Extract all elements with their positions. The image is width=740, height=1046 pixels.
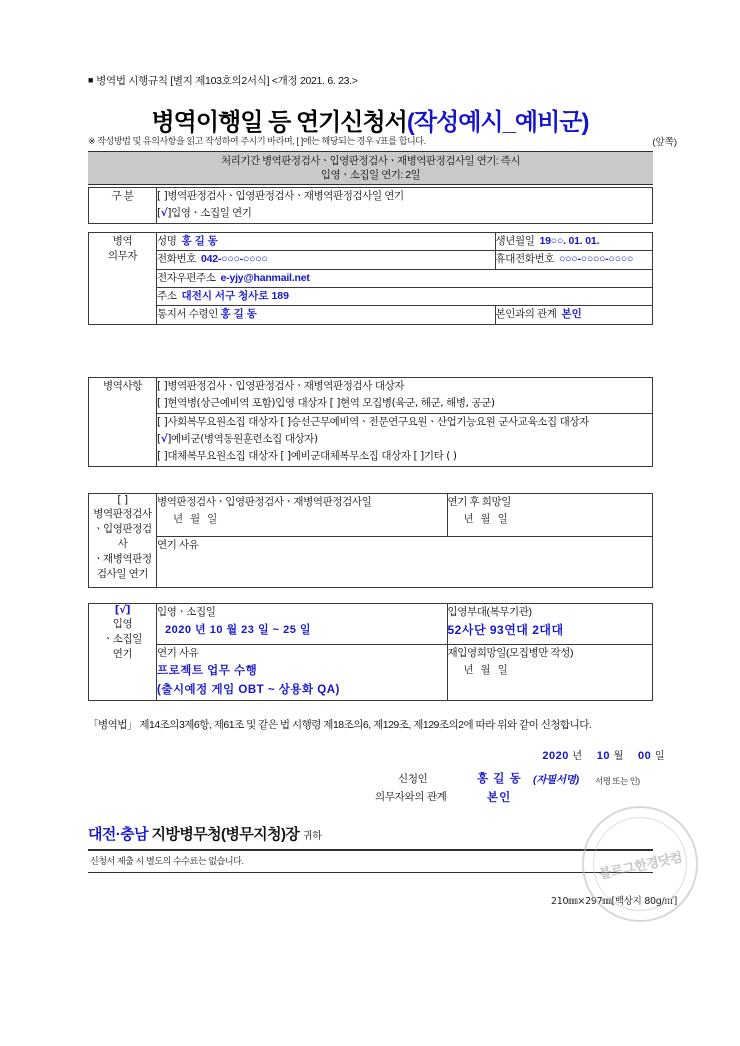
birthdate-field[interactable] (495, 233, 652, 251)
signature-year-unit: 년 (572, 751, 583, 762)
division-options (157, 188, 653, 224)
enlistment-reason-label: 연기 사유 (157, 647, 199, 659)
enlist-label-line2: ㆍ소집일 (103, 633, 142, 645)
obligor-relation-value: 본인 (487, 792, 512, 804)
enlistment-date-label: 입영ㆍ소집일 (157, 606, 216, 618)
phone-value: 042-○○○-○○○○ (201, 253, 268, 266)
watermark-stamp-icon (582, 806, 698, 922)
paper-specification: 210㎜×297㎜[백상지 80g/㎡] (550, 896, 677, 907)
re-enlistment-wish-units: 년 월 일 (463, 664, 510, 677)
fee-divider-top (88, 849, 653, 851)
receiver-value: 홍 길 동 (220, 308, 257, 321)
signature-date (542, 747, 665, 762)
exam-label-line2: ㆍ입영판정검사 (93, 523, 152, 550)
service-status-section (88, 377, 653, 467)
exam-label-line1: 병역판정검사 (93, 508, 152, 520)
fee-note: 신청서 제출 시 별도의 수수료는 없습니다. (90, 856, 244, 866)
status-option-alternative-service[interactable]: [ ]대체복무요원소집 대상자 [ ]예비군대체복무소집 대상자 [ ]기타 ( ) (157, 450, 457, 463)
check-mark-icon: √ (160, 432, 168, 445)
title-suffix: (작성예시_예비군) (406, 109, 589, 136)
status-group-2 (157, 413, 652, 465)
enlistment-fields (157, 604, 653, 701)
signature-year: 2020 (542, 750, 569, 762)
phone-field[interactable] (157, 251, 495, 269)
obligor-relation-label: 의무자와의 관계 (375, 791, 447, 803)
status-option-active-duty[interactable]: [ ]현역병(상근예비역 포함)입영 대상자 [ ]현역 모집병(육군, 해군, 해병, 공군) (157, 397, 495, 410)
processing-time-band (88, 151, 653, 185)
applicant-section (88, 232, 653, 325)
division-option-enlist[interactable] (157, 205, 652, 222)
division-label: 구 분 (89, 188, 157, 224)
phone-label: 전화번호 (157, 253, 196, 266)
enlistment-unit-value: 52사단 93연대 2대대 (447, 623, 564, 638)
signature-day: 00 (638, 750, 652, 762)
address-label: 주소 (157, 289, 177, 302)
division-option-exam-checkbox[interactable]: [ ] (157, 190, 168, 202)
exam-postponement-label (89, 494, 157, 588)
wish-date-units: 년 월 일 (463, 513, 510, 526)
exam-reason-label: 연기 사유 (157, 539, 199, 551)
signature-month-unit: 월 (613, 751, 624, 762)
status-group-1 (157, 378, 652, 413)
applicant-signature-label: 신청인 (398, 773, 428, 785)
enlistment-reason-line2: (출시예정 게임 OBT ~ 상용화 QA) (157, 684, 340, 697)
legal-line2: 같이 신청합니다. (519, 719, 592, 731)
exam-label-line3: ㆍ재병역판정 (93, 553, 152, 565)
mobile-field[interactable] (495, 251, 652, 269)
signature-day-unit: 일 (654, 751, 665, 762)
service-status-label: 병역사항 (89, 378, 157, 467)
division-section (88, 187, 653, 224)
exam-label-line4: 검사일 연기 (96, 568, 149, 580)
watermark-stamp-text: 블로그한경닷컴 (597, 848, 684, 882)
enlistment-reason-field[interactable] (157, 645, 447, 701)
office-honorific: 귀하 (302, 831, 322, 842)
signature-month: 10 (596, 750, 611, 762)
page-side-label: (앞쪽) (652, 137, 677, 148)
division-option-enlist-checkbox[interactable]: [√] (157, 207, 172, 220)
applicant-label (89, 233, 157, 325)
birthdate-label: 생년월일 (495, 235, 535, 247)
signature-or-seal-note: 서명 또는 인) (595, 776, 640, 786)
receiver-label: 통지서 수령인 (157, 308, 218, 321)
exam-date-label: 병역판정검사ㆍ입영판정검사ㆍ재병역판정검사일 (157, 496, 372, 508)
wish-date-field[interactable] (447, 494, 652, 537)
email-field[interactable] (157, 269, 652, 287)
exam-date-field[interactable] (157, 494, 447, 537)
name-label: 성명 (157, 235, 177, 247)
fill-instructions: ※ 작성방법 및 유의사항을 읽고 작성하여 주시기 바라며, [ ]에는 해당되는 경우 √표를 합니다. (88, 136, 426, 146)
re-enlistment-wish-label: 재입영희망일(모집병만 작성) (447, 647, 574, 659)
applicant-signature-name: 홍 길 동 (477, 773, 522, 785)
enlist-label-line1: 입영 (112, 618, 133, 630)
status-option-social-service[interactable]: [ ]사회복무요원소집 대상자 [ ]승선근무예비역ㆍ전문연구요원ㆍ산업기능요원 군사교육소집 대상자 (157, 415, 589, 428)
name-field[interactable] (157, 233, 495, 251)
enlistment-reason-line1: 프로젝트 업무 수행 (157, 665, 258, 678)
enlistment-unit-label: 입영부대(복무기관) (447, 606, 532, 618)
division-option-exam[interactable] (157, 188, 652, 205)
mobile-value: ○○○-○○○○-○○○○ (559, 253, 634, 266)
handwritten-signature-mark: (자필서명) (533, 774, 579, 786)
relation-value: 본인 (561, 308, 582, 321)
division-option-enlist-label: 입영ㆍ소집일 연기 (171, 207, 252, 220)
exam-reason-field[interactable] (157, 537, 652, 588)
email-label: 전자우편주소 (157, 271, 216, 284)
applicant-label-line1: 병역 (112, 235, 133, 247)
form-code: ■ 병역법 시행규칙 [별지 제103호의2서식] <개정 2021. 6. 23.> (88, 75, 358, 87)
re-enlistment-wish-field[interactable] (447, 645, 652, 701)
email-value: e-yjy@hanmail.net (220, 271, 310, 284)
title-main: 병역이행일 등 연기신청서 (151, 109, 407, 136)
enlistment-postponement-label (89, 604, 157, 701)
processing-time-line2: 입영ㆍ소집일 연기: 2일 (320, 169, 421, 181)
birthdate-value: 19○○. 01. 01. (539, 235, 600, 247)
status-option-exam[interactable]: [ ]병역판정검사ㆍ입영판정검사ㆍ재병역판정검사 대상자 (157, 380, 405, 392)
office-region: 대전·충남 (88, 826, 148, 843)
relation-field[interactable] (495, 306, 652, 324)
relation-label: 본인과의 관계 (495, 308, 557, 321)
service-status-options (157, 378, 653, 467)
enlistment-postponement-section (88, 603, 653, 701)
check-mark-icon: √ (160, 207, 168, 220)
office-name: 지방병무청(병무지청)장 (151, 826, 300, 843)
exam-postponement-section (88, 493, 653, 588)
legal-line1: 「병역법」 제14조의3제6항, 제61조 및 같은 법 시행령 제18조의6, 제129조, 제129조의2에 따라 위와 (88, 719, 517, 731)
enlistment-unit-field[interactable] (447, 604, 652, 645)
exam-fields (157, 494, 653, 588)
address-field[interactable] (157, 287, 652, 305)
status-option-reserve-forces[interactable]: [√]예비군(병역동원훈련소집 대상자) (157, 432, 318, 445)
enlistment-date-value: 2020 년 10 월 23 일 ~ 25 일 (165, 624, 312, 637)
wish-date-label: 연기 후 희망일 (447, 496, 511, 508)
enlistment-postponement-checkbox[interactable]: [√] (114, 604, 131, 616)
exam-date-units: 년 월 일 (173, 513, 220, 526)
addressee-office (88, 823, 322, 844)
applicant-label-line2: 의무자 (107, 250, 138, 262)
processing-time-line1: 처리기간 병역판정검사ㆍ입영판정검사ㆍ재병역판정검사일 연기: 즉시 (221, 154, 520, 167)
fee-divider-bottom (88, 872, 653, 873)
receiver-field[interactable] (157, 306, 495, 324)
enlistment-date-field[interactable] (157, 604, 447, 645)
enlist-label-line3: 연기 (112, 648, 133, 660)
mobile-label: 휴대전화번호 (495, 253, 554, 266)
page-title (0, 102, 740, 137)
exam-postponement-checkbox[interactable]: [ ] (117, 494, 128, 506)
applicant-fields (157, 233, 653, 325)
address-value: 대전시 서구 청사로 189 (181, 289, 289, 302)
name-value: 홍 길 동 (181, 235, 218, 247)
bullet-square-icon: ■ (88, 75, 94, 85)
legal-statement (88, 717, 660, 733)
division-option-exam-label: 병역판정검사ㆍ입영판정검사ㆍ재병역판정검사일 연기 (167, 190, 404, 202)
